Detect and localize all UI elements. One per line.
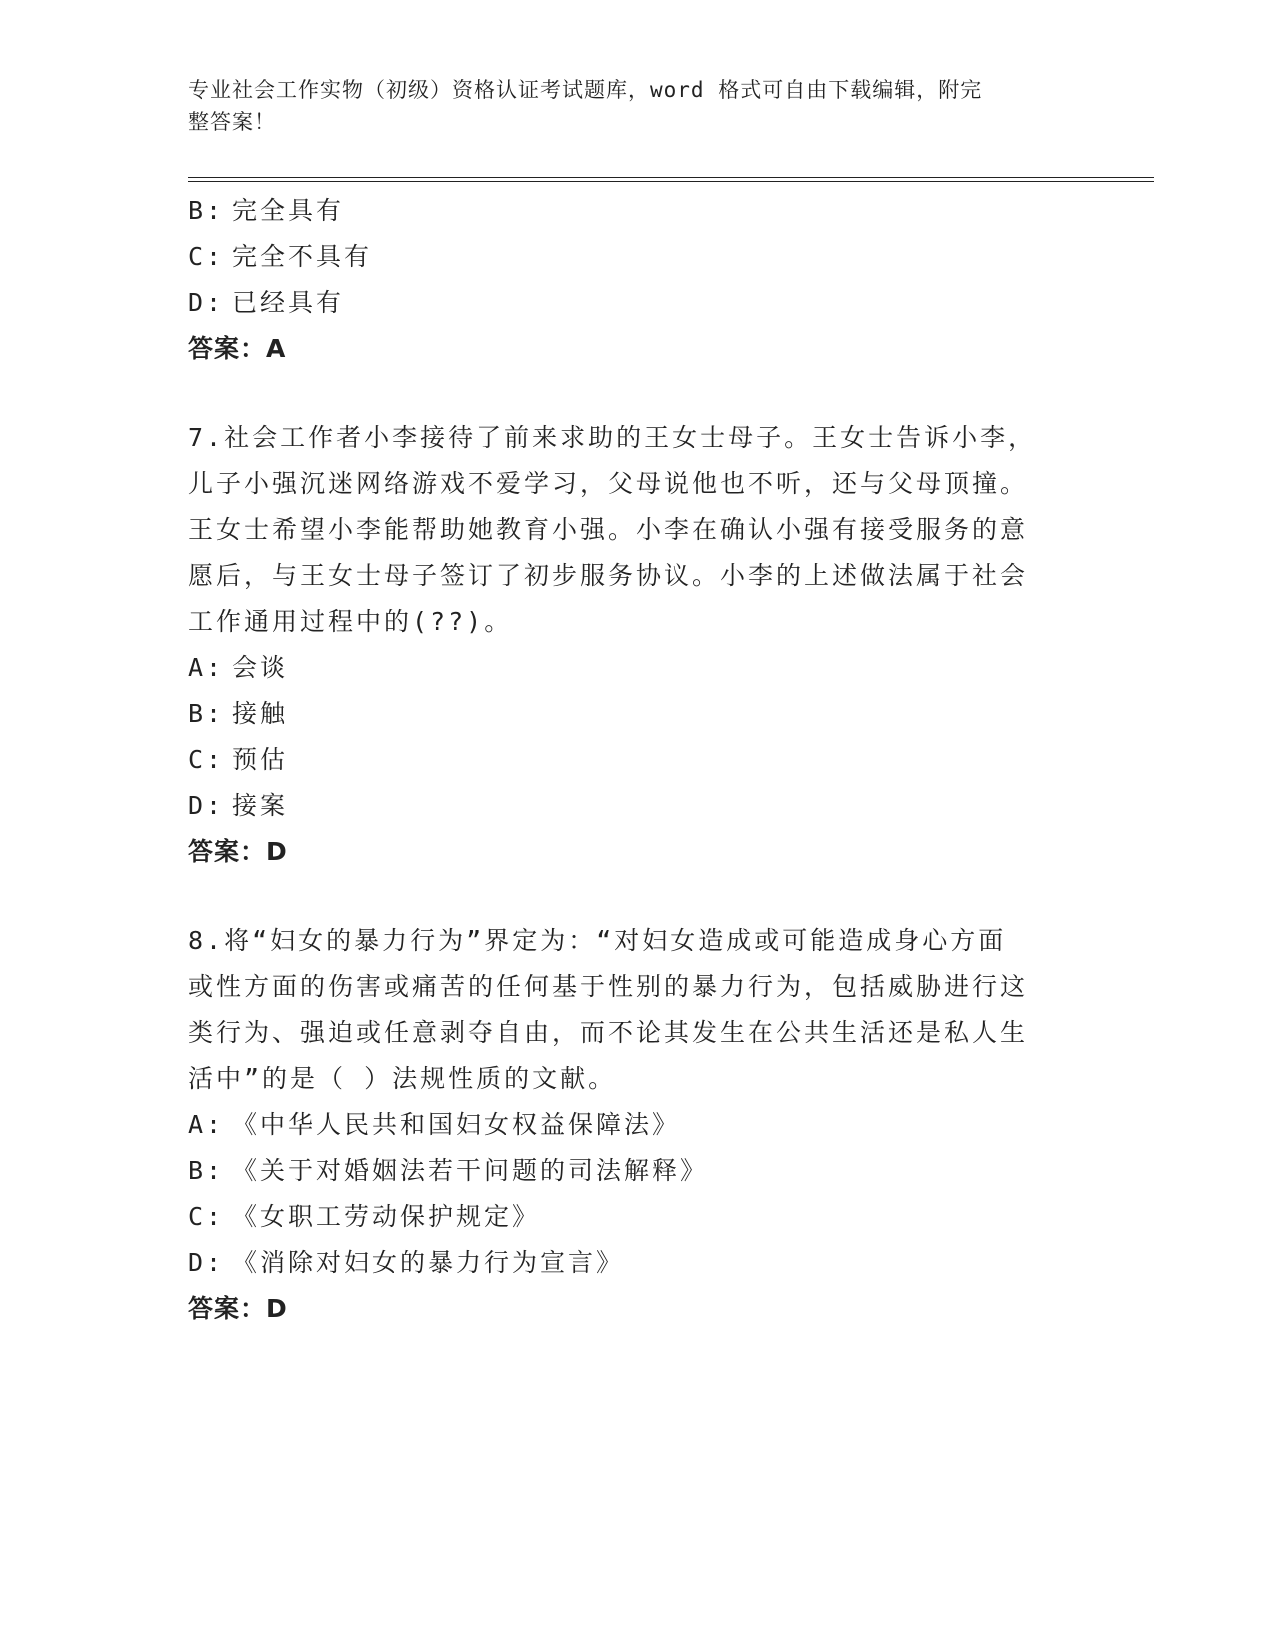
option-text: 会谈 bbox=[232, 653, 289, 682]
option-text: 完全具有 bbox=[232, 196, 345, 225]
option-a bbox=[188, 645, 1068, 691]
option-d bbox=[188, 783, 1068, 829]
option-key: B: bbox=[188, 699, 225, 728]
option-text: 《关于对婚姻法若干问题的司法解释》 bbox=[232, 1156, 709, 1185]
question-stem-line: 王女士希望小李能帮助她教育小强。小李在确认小强有接受服务的意 bbox=[188, 515, 1029, 544]
question-6-continuation bbox=[188, 188, 1068, 372]
option-c bbox=[188, 737, 1068, 783]
answer-line: 答案：A bbox=[188, 334, 287, 363]
option-text: 《女职工劳动保护规定》 bbox=[232, 1202, 541, 1231]
answer-line: 答案：D bbox=[188, 1294, 288, 1323]
option-text: 已经具有 bbox=[232, 288, 345, 317]
option-b bbox=[188, 691, 1068, 737]
option-text: 《消除对妇女的暴力行为宣言》 bbox=[232, 1248, 625, 1277]
option-key: A: bbox=[188, 1110, 225, 1139]
option-key: A: bbox=[188, 653, 225, 682]
question-stem-line: 儿子小强沉迷网络游戏不爱学习，父母说他也不听，还与父母顶撞。 bbox=[188, 469, 1029, 498]
option-key: B: bbox=[188, 1156, 225, 1185]
option-b bbox=[188, 1148, 1068, 1194]
question-stem-line: 7.社会工作者小李接待了前来求助的王女士母子。王女士告诉小李， bbox=[188, 423, 1037, 452]
option-d bbox=[188, 1240, 1068, 1286]
document-body bbox=[188, 188, 1068, 1332]
question-stem-line: 工作通用过程中的(??)。 bbox=[188, 607, 513, 636]
option-d bbox=[188, 280, 1068, 326]
option-c bbox=[188, 234, 1068, 280]
option-key: C: bbox=[188, 242, 225, 271]
option-text: 接案 bbox=[232, 791, 289, 820]
option-c bbox=[188, 1194, 1068, 1240]
spacer bbox=[188, 875, 1068, 918]
option-key: C: bbox=[188, 745, 225, 774]
option-key: D: bbox=[188, 288, 225, 317]
answer-line: 答案：D bbox=[188, 837, 288, 866]
option-text: 接触 bbox=[232, 699, 289, 728]
option-a bbox=[188, 1102, 1068, 1148]
question-stem-line: 8.将“妇女的暴力行为”界定为：“对妇女造成或可能造成身心方面 bbox=[188, 926, 1007, 955]
option-key: D: bbox=[188, 1248, 225, 1277]
question-stem-line: 类行为、强迫或任意剥夺自由，而不论其发生在公共生活还是私人生 bbox=[188, 1018, 1029, 1047]
page-header bbox=[188, 74, 1068, 138]
question-stem-line: 或性方面的伤害或痛苦的任何基于性别的暴力行为，包括威胁进行这 bbox=[188, 972, 1029, 1001]
header-divider-top bbox=[188, 177, 1154, 178]
option-text: 完全不具有 bbox=[232, 242, 373, 271]
option-key: D: bbox=[188, 791, 225, 820]
option-text: 《中华人民共和国妇女权益保障法》 bbox=[232, 1110, 681, 1139]
spacer bbox=[188, 372, 1068, 415]
option-b bbox=[188, 188, 1068, 234]
header-line-2: 整答案！ bbox=[188, 110, 276, 134]
option-key: C: bbox=[188, 1202, 225, 1231]
header-line-1: 专业社会工作实物（初级）资格认证考试题库，word 格式可自由下载编辑，附完 bbox=[188, 78, 983, 102]
question-stem-line: 愿后，与王女士母子签订了初步服务协议。小李的上述做法属于社会 bbox=[188, 561, 1029, 590]
question-stem-line: 活中”的是（ ）法规性质的文献。 bbox=[188, 1064, 617, 1093]
option-key: B: bbox=[188, 196, 225, 225]
option-text: 预估 bbox=[232, 745, 289, 774]
question-7 bbox=[188, 415, 1068, 875]
question-8 bbox=[188, 918, 1068, 1332]
header-divider-bottom bbox=[188, 181, 1154, 182]
